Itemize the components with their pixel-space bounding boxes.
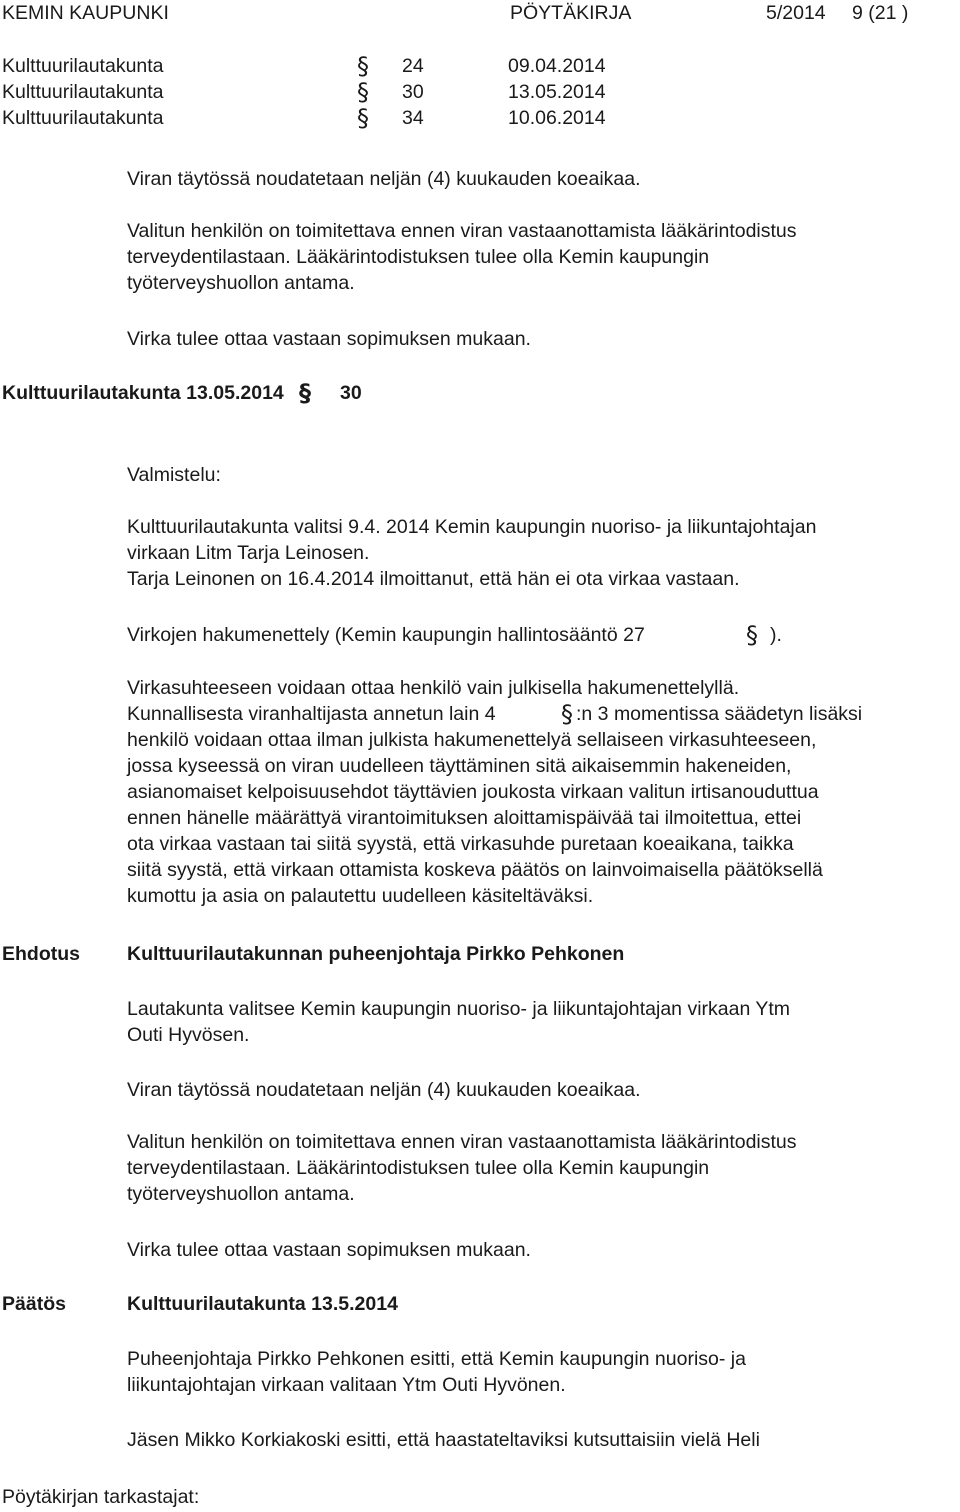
paragraph-line: Valitun henkilön on toimitettava ennen viran vastaanottamista lääkärintodistus	[127, 1131, 797, 1153]
paragraph-line: Virka tulee ottaa vastaan sopimuksen mukaan.	[127, 1239, 531, 1261]
proposal-label: Ehdotus	[2, 943, 80, 965]
section-heading-text: Kulttuurilautakunta 13.05.2014	[2, 382, 284, 404]
paragraph-line: asianomaiset kelpoisuusehdot täyttävien joukosta virkaan valitun irtisanouduttua	[127, 781, 819, 803]
paragraph-line: Valitun henkilön on toimitettava ennen viran vastaanottamista lääkärintodistus	[127, 220, 797, 242]
document-number: 5/2014	[766, 2, 826, 24]
paragraph-line: virkaan Litm Tarja Leinosen.	[127, 542, 370, 564]
paragraph-line: henkilö voidaan ottaa ilman julkista hakumenettelyä sellaiseen virkasuhteeseen,	[127, 729, 817, 751]
reference-body: Kulttuurilautakunta	[2, 81, 164, 103]
paragraph-line: Kunnallisesta viranhaltijasta annetun lain 4	[127, 703, 496, 725]
paragraph-line: liikuntajohtajan virkaan valitaan Ytm Outi Hyvönen.	[127, 1374, 566, 1396]
page-number: 9 (21 )	[852, 2, 909, 24]
paragraph-line: Viran täytössä noudatetaan neljän (4) kuukauden koeaikaa.	[127, 168, 641, 190]
minutes-checkers-label: Pöytäkirjan tarkastajat:	[2, 1486, 200, 1508]
section-sign: §	[561, 700, 573, 728]
paragraph-line: siitä syystä, että virkaan ottamista koskeva päätös on lainvoimaisella päätöksellä	[127, 859, 823, 881]
paragraph-line: Tarja Leinonen on 16.4.2014 ilmoittanut, että hän ei ota virkaa vastaan.	[127, 568, 740, 590]
decision-label: Päätös	[2, 1293, 66, 1315]
paragraph-line: terveydentilastaan. Lääkärintodistuksen tulee olla Kemin kaupungin	[127, 1157, 710, 1179]
decision-heading: Kulttuurilautakunta 13.5.2014	[127, 1293, 398, 1315]
reference-number: 24	[402, 55, 424, 77]
paragraph-line: Virka tulee ottaa vastaan sopimuksen mukaan.	[127, 328, 531, 350]
paragraph-line: Lautakunta valitsee Kemin kaupungin nuoriso- ja liikuntajohtajan virkaan Ytm	[127, 998, 791, 1020]
paragraph-line: työterveyshuollon antama.	[127, 272, 355, 294]
section-heading-number: 30	[340, 382, 362, 404]
paragraph-line: ota virkaa vastaan tai siitä syystä, että virkasuhde puretaan koeaikana, taikka	[127, 833, 794, 855]
paragraph-line: Outi Hyvösen.	[127, 1024, 250, 1046]
section-sign: §	[299, 379, 311, 407]
paragraph-line: :n 3 momentissa säädetyn lisäksi	[576, 703, 863, 725]
section-sign: §	[746, 621, 758, 649]
reference-date: 09.04.2014	[508, 55, 606, 77]
paragraph-line: Virkojen hakumenettely (Kemin kaupungin hallintosääntö 27	[127, 624, 645, 646]
proposal-heading: Kulttuurilautakunnan puheenjohtaja Pirkko Pehkonen	[127, 943, 625, 965]
paragraph-line: kumottu ja asia on palautettu uudelleen käsiteltäväksi.	[127, 885, 594, 907]
paragraph-line: Virkasuhteeseen voidaan ottaa henkilö vain julkisella hakumenettelyllä.	[127, 677, 740, 699]
paragraph-line: työterveyshuollon antama.	[127, 1183, 355, 1205]
reference-number: 30	[402, 81, 424, 103]
document-type: PÖYTÄKIRJA	[510, 2, 632, 24]
reference-date: 10.06.2014	[508, 107, 606, 129]
paragraph-line: ennen hänelle määrättyä virantoimituksen aloittamispäivää tai ilmoitettua, ettei	[127, 807, 802, 829]
reference-body: Kulttuurilautakunta	[2, 107, 164, 129]
paragraph-line: terveydentilastaan. Lääkärintodistuksen tulee olla Kemin kaupungin	[127, 246, 710, 268]
preparation-label: Valmistelu:	[127, 464, 221, 486]
paragraph-line: Jäsen Mikko Korkiakoski esitti, että haastateltaviksi kutsuttaisiin vielä Heli	[127, 1429, 760, 1451]
paragraph-line: Puheenjohtaja Pirkko Pehkonen esitti, että Kemin kaupungin nuoriso- ja	[127, 1348, 746, 1370]
paragraph-line-end: ).	[770, 624, 782, 646]
reference-date: 13.05.2014	[508, 81, 606, 103]
reference-number: 34	[402, 107, 424, 129]
section-sign: §	[357, 104, 369, 132]
paragraph-line: jossa kyseessä on viran uudelleen täyttäminen sitä aikaisemmin hakeneiden,	[127, 755, 792, 777]
reference-body: Kulttuurilautakunta	[2, 55, 164, 77]
section-sign: §	[357, 52, 369, 80]
section-sign: §	[357, 78, 369, 106]
paragraph-line: Kulttuurilautakunta valitsi 9.4. 2014 Kemin kaupungin nuoriso- ja liikuntajohtajan	[127, 516, 817, 538]
city-name: KEMIN KAUPUNKI	[2, 2, 169, 24]
paragraph-line: Viran täytössä noudatetaan neljän (4) kuukauden koeaikaa.	[127, 1079, 641, 1101]
